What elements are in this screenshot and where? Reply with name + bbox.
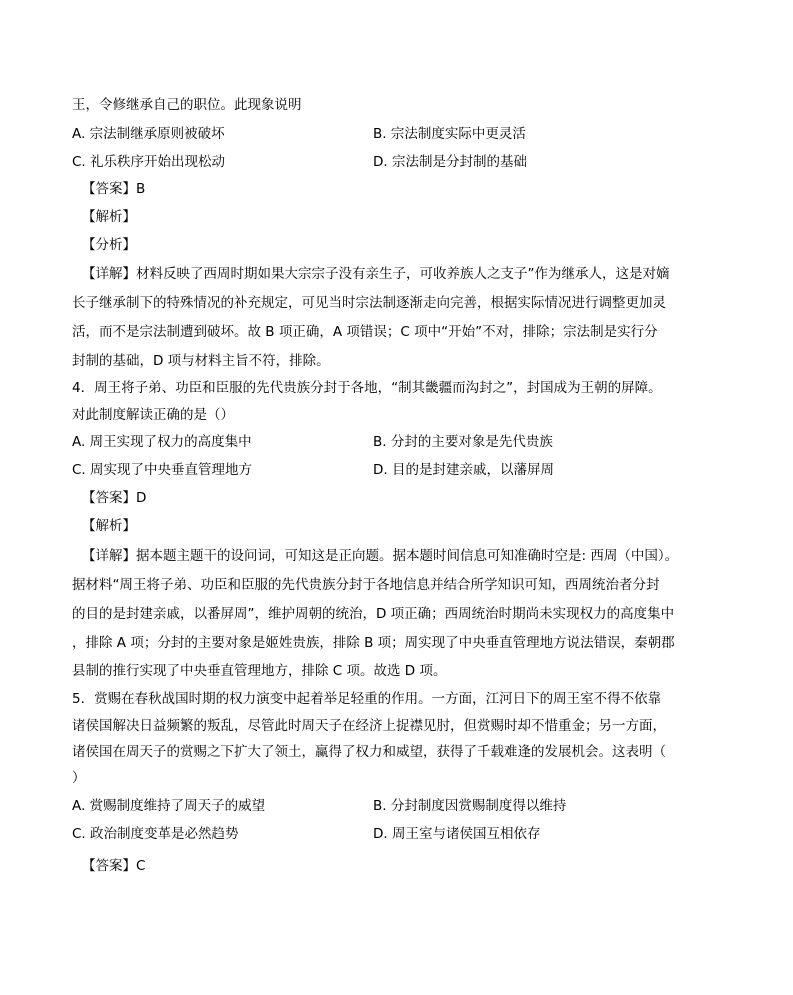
q5-option-d: D. 周王室与诸侯国互相依存 [373, 826, 541, 842]
q5-option-c: C. 政治制度变革是必然趋势 [72, 826, 239, 842]
q4-detail-line: 的目的是封建亲戚，以番屏周”，维护周朝的统治，D 项正确；西周统治时期尚未实现权力的高度集中 [72, 606, 675, 622]
q3-detail-line: 封制的基础，D 项与材料主旨不符，排除。 [72, 353, 330, 369]
q3-answer: 【答案】B [82, 181, 146, 197]
q4-option-b: B. 分封的主要对象是先代贵族 [373, 434, 553, 450]
q5-stem-line: ） [72, 770, 86, 786]
q3-detail-line: 长子继承制下的特殊情况的补充规定，可见当时宗法制逐渐走向完善，根据实际情况进行调整更加灵 [72, 295, 666, 311]
q4-stem-line: 对此制度解读正确的是（） [72, 407, 234, 423]
q3-stem-tail: 王，令修继承自己的职位。此现象说明 [72, 97, 302, 113]
q4-detail-line: 【详解】据本题主题干的设问词，可知这是正向题。据本题时间信息可知准确时空是: 西周（中国）。 [82, 548, 679, 564]
q4-option-c: C. 周实现了中央垂直管理地方 [72, 462, 253, 478]
q4-answer: 【答案】D [82, 490, 147, 506]
q5-stem-line: 诸侯国解决日益频繁的叛乱，尽管此时周天子在经济上捉襟见肘，但赏赐时却不惜重金；另一方面， [72, 718, 666, 734]
q5-answer: 【答案】C [82, 858, 146, 874]
q5-stem-line: 5．赏赐在春秋战国时期的权力演变中起着举足轻重的作用。一方面，江河日下的周王室不得不依靠 [72, 691, 662, 707]
q3-fenxi-label: 【分析】 [82, 237, 136, 253]
q5-stem-line: 诸侯国在周天子的赏赐之下扩大了领土，赢得了权力和威望，获得了千载难逢的发展机会。这表明（ [72, 744, 666, 760]
q5-option-b: B. 分封制度因赏赐制度得以维持 [373, 798, 567, 814]
q4-detail-line: 县制的推行实现了中央垂直管理地方，排除 C 项。故选 D 项。 [72, 663, 447, 679]
q4-detail-line: ，排除 A 项；分封的主要对象是姬姓贵族，排除 B 项；周实现了中央垂直管理地方说法错误，秦朝郡 [72, 635, 675, 651]
q3-option-a: A. 宗法制继承原则被破坏 [72, 126, 225, 142]
q3-analysis-label: 【解析】 [82, 209, 136, 225]
q3-option-c: C. 礼乐秩序开始出现松动 [72, 154, 226, 170]
q4-option-d: D. 目的是封建亲戚，以藩屏周 [373, 462, 554, 478]
q3-detail-line: 【详解】材料反映了西周时期如果大宗宗子没有亲生子，可收养族人之支子”作为继承人，这是对嫡 [82, 266, 670, 282]
q4-option-a: A. 周王实现了权力的高度集中 [72, 434, 252, 450]
q4-analysis-label: 【解析】 [82, 518, 136, 534]
q3-detail-line: 活，而不是宗法制遭到破坏。故 B 项正确，A 项错误；C 项中“开始”不对，排除；宗法制是实行分 [72, 324, 658, 340]
q5-option-a: A. 赏赐制度维持了周天子的威望 [72, 798, 266, 814]
q3-option-d: D. 宗法制是分封制的基础 [373, 154, 527, 170]
q4-stem-line: 4．周王将子弟、功臣和臣服的先代贵族分封于各地，“制其畿疆而沟封之”，封国成为王朝的屏障。 [72, 380, 662, 396]
q4-detail-line: 据材料“周王将子弟、功臣和臣服的先代贵族分封于各地信息并结合所学知识可知，西周统治者分封 [72, 577, 660, 593]
q3-option-b: B. 宗法制度实际中更灵活 [373, 126, 526, 142]
